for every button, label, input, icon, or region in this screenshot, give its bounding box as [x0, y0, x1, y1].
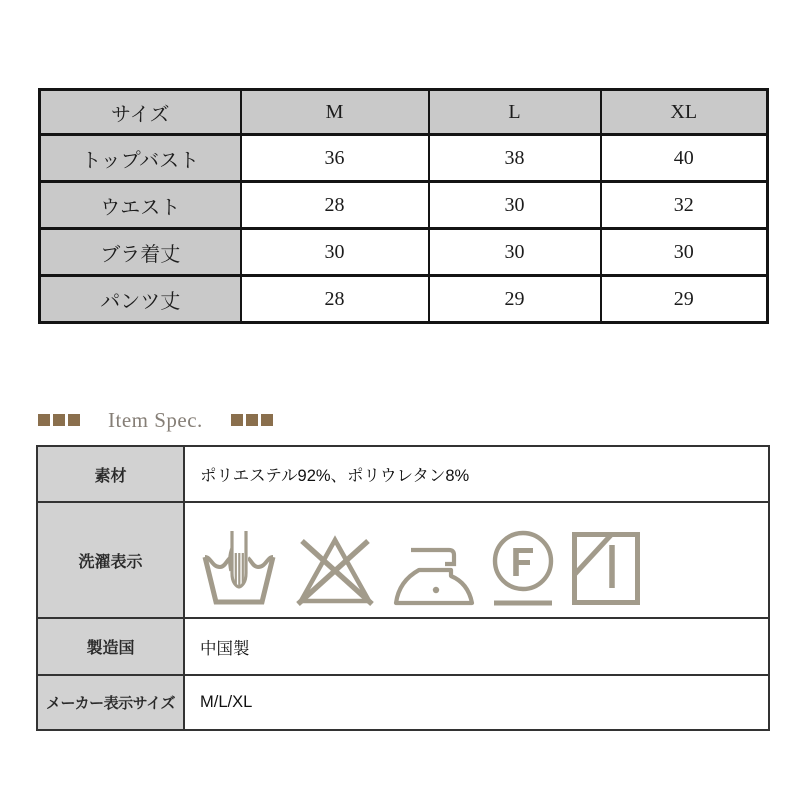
table-row — [40, 135, 768, 182]
maker-size-value: M/L/XL — [184, 675, 769, 730]
row-label: ブラ着丈 — [40, 229, 241, 276]
section-title: Item Spec. — [108, 407, 203, 432]
square-icon — [261, 414, 273, 426]
cell-value: 30 — [601, 229, 768, 276]
table-row — [37, 502, 769, 618]
laundry-care-icons — [200, 507, 767, 613]
cell-value: 28 — [241, 182, 429, 229]
size-chart-col-xl: XL — [601, 90, 768, 135]
square-icon — [38, 414, 50, 426]
cell-value: 38 — [429, 135, 601, 182]
cell-value: 29 — [601, 276, 768, 323]
cell-value: 32 — [601, 182, 768, 229]
size-chart-header-row — [40, 90, 768, 135]
cell-value: 30 — [429, 229, 601, 276]
square-icon — [246, 414, 258, 426]
item-spec-table — [36, 445, 770, 731]
row-label: ウエスト — [40, 182, 241, 229]
cell-value: 30 — [241, 229, 429, 276]
row-label: 素材 — [37, 446, 184, 502]
square-icon — [68, 414, 80, 426]
iron-low-heat-icon — [393, 545, 475, 607]
table-row — [37, 675, 769, 730]
square-icon — [231, 414, 243, 426]
care-symbols-cell — [184, 502, 769, 618]
table-row — [40, 182, 768, 229]
decorative-squares-right — [231, 414, 273, 426]
row-label: パンツ丈 — [40, 276, 241, 323]
cell-value: 30 — [429, 182, 601, 229]
table-row — [40, 229, 768, 276]
size-chart-col-l: L — [429, 90, 601, 135]
row-label: メーカー表示サイズ — [37, 675, 184, 730]
cell-value: 29 — [429, 276, 601, 323]
row-label: 洗濯表示 — [37, 502, 184, 618]
table-row — [40, 276, 768, 323]
do-not-bleach-icon — [294, 534, 376, 607]
size-chart-table — [38, 88, 769, 324]
cell-value: 28 — [241, 276, 429, 323]
material-value: ポリエステル92%、ポリウレタン8% — [184, 446, 769, 502]
country-value: 中国製 — [184, 618, 769, 675]
cell-value: 36 — [241, 135, 429, 182]
cell-value: 40 — [601, 135, 768, 182]
table-row — [37, 446, 769, 502]
decorative-squares-left — [38, 414, 80, 426]
line-dry-in-shade-icon — [571, 529, 641, 607]
size-chart-col-m: M — [241, 90, 429, 135]
row-label: 製造国 — [37, 618, 184, 675]
dry-clean-f-icon — [492, 529, 554, 607]
size-chart-corner-cell: サイズ — [40, 90, 241, 135]
square-icon — [53, 414, 65, 426]
row-label: トップバスト — [40, 135, 241, 182]
table-row — [37, 618, 769, 675]
item-spec-heading — [38, 407, 273, 433]
hand-wash-icon — [201, 529, 277, 607]
